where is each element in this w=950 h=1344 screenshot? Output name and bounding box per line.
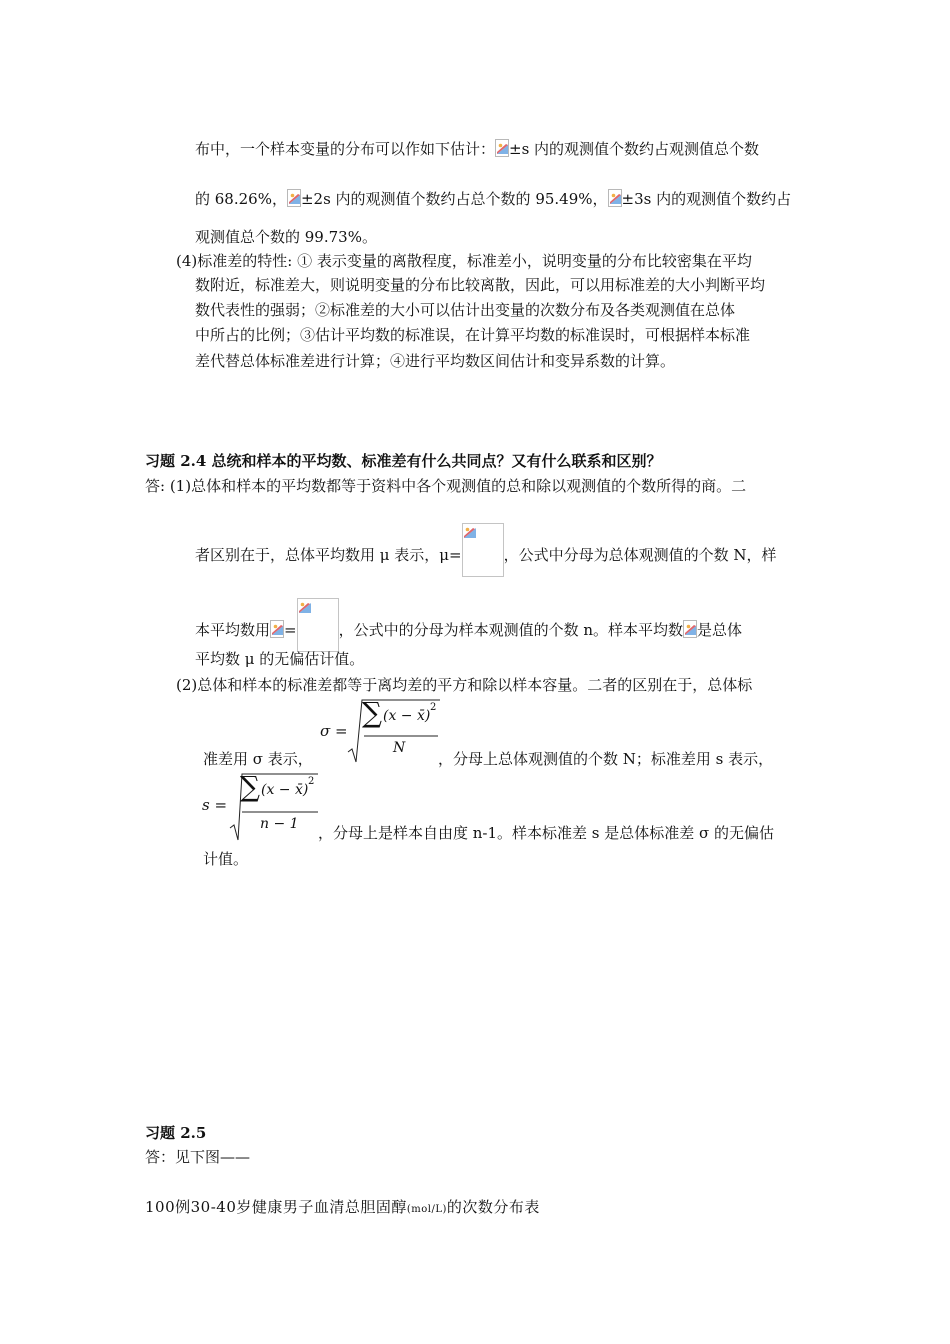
formula-exponent: 2 <box>430 702 437 713</box>
formula-lhs: σ = <box>320 722 348 740</box>
para-line <box>195 523 777 577</box>
broken-image-icon <box>495 139 509 157</box>
para-line: ，分母上总体观测值的个数 N；标准差用 s 表示， <box>438 750 774 768</box>
text: 的次数分布表 <box>446 1198 540 1216</box>
para-line: 答: (1)总体和样本的平均数都等于资料中各个观测值的总和除以观测值的个数所得的商。二 <box>145 477 747 495</box>
para-line <box>195 598 742 652</box>
para-line: 计值。 <box>203 850 249 868</box>
para-line: (4)标准差的特性: ① 表示变量的离散程度，标准差小，说明变量的分布比较密集在平均 <box>176 252 752 270</box>
formula-denominator: N <box>393 740 406 756</box>
text: ±s 内的观测值个数约占观测值总个数 <box>509 140 760 158</box>
para-line: 观测值总个数的 99.73%。 <box>195 228 377 246</box>
formula-image-frame <box>297 598 339 652</box>
para-line: (2)总体和样本的标准差都等于离均差的平方和除以样本容量。二者的区别在于，总体标 <box>176 676 753 694</box>
para-line <box>195 188 791 210</box>
text: 本平均数用 <box>195 621 271 639</box>
formula-exponent: 2 <box>308 776 315 787</box>
para-line: 差代替总体标准差进行计算；④进行平均数区间估计和变异系数的计算。 <box>195 352 676 370</box>
text: ±2s 内的观测值个数约占总个数的 95.49%， <box>300 190 608 208</box>
exercise-title: 习题 2.4 总统和样本的平均数、标准差有什么共同点？又有什么联系和区别？ <box>145 452 662 470</box>
text: 布中，一个样本变量的分布可以作如下估计： <box>195 140 496 158</box>
broken-image-icon <box>608 189 622 207</box>
broken-image-icon <box>463 524 477 542</box>
para-line: 数附近，标准差大，则说明变量的分布比较离散，因此，可以用标准差的大小判断平均 <box>195 276 766 294</box>
sum-symbol: ∑ <box>240 770 260 803</box>
exercise-title: 习题 2.5 <box>145 1124 207 1142</box>
s-formula <box>200 772 324 842</box>
formula-numerator: (x − x̄) <box>261 782 309 798</box>
sum-symbol: ∑ <box>362 696 382 729</box>
broken-image-icon <box>683 620 697 638</box>
text: ，公式中的分母为样本观测值的个数 n。样本平均数 <box>338 621 684 639</box>
text: ±3s 内的观测值个数约占 <box>621 190 792 208</box>
unit-text: (mol/L) <box>406 1204 447 1215</box>
text: = <box>284 621 297 639</box>
formula-numerator: (x − x̄) <box>383 708 431 724</box>
text: 者区别在于，总体平均数用 μ 表示，μ= <box>195 546 462 564</box>
text: 100例30-40岁健康男子血清总胆固醇 <box>145 1198 407 1216</box>
formula-denominator: n − 1 <box>260 816 299 832</box>
text: 是总体 <box>697 621 743 639</box>
formula-lhs: s = <box>202 796 228 814</box>
broken-image-icon <box>287 189 301 207</box>
sigma-formula <box>318 698 442 764</box>
formula-image-frame <box>462 523 504 577</box>
text: ，公式中分母为总体观测值的个数 N，样 <box>503 546 777 564</box>
table-caption <box>145 1196 540 1221</box>
para-line: 中所占的比例；③估计平均数的标准误，在计算平均数的标准误时，可根据样本标准 <box>195 326 751 344</box>
para-line: 准差用 σ 表示， <box>203 750 313 768</box>
text: 的 68.26%， <box>195 190 287 208</box>
para-line <box>195 138 759 160</box>
para-line: 平均数 μ 的无偏估计值。 <box>195 650 365 668</box>
para-line: 数代表性的强弱；②标准差的大小可以估计出变量的次数分布及各类观测值在总体 <box>195 301 736 319</box>
para-line: 答：见下图—— <box>145 1148 251 1166</box>
broken-image-icon <box>298 599 312 617</box>
broken-image-icon <box>270 620 284 638</box>
para-line: ，分母上是样本自由度 n-1。样本标准差 s 是总体标准差 σ 的无偏估 <box>318 824 775 842</box>
